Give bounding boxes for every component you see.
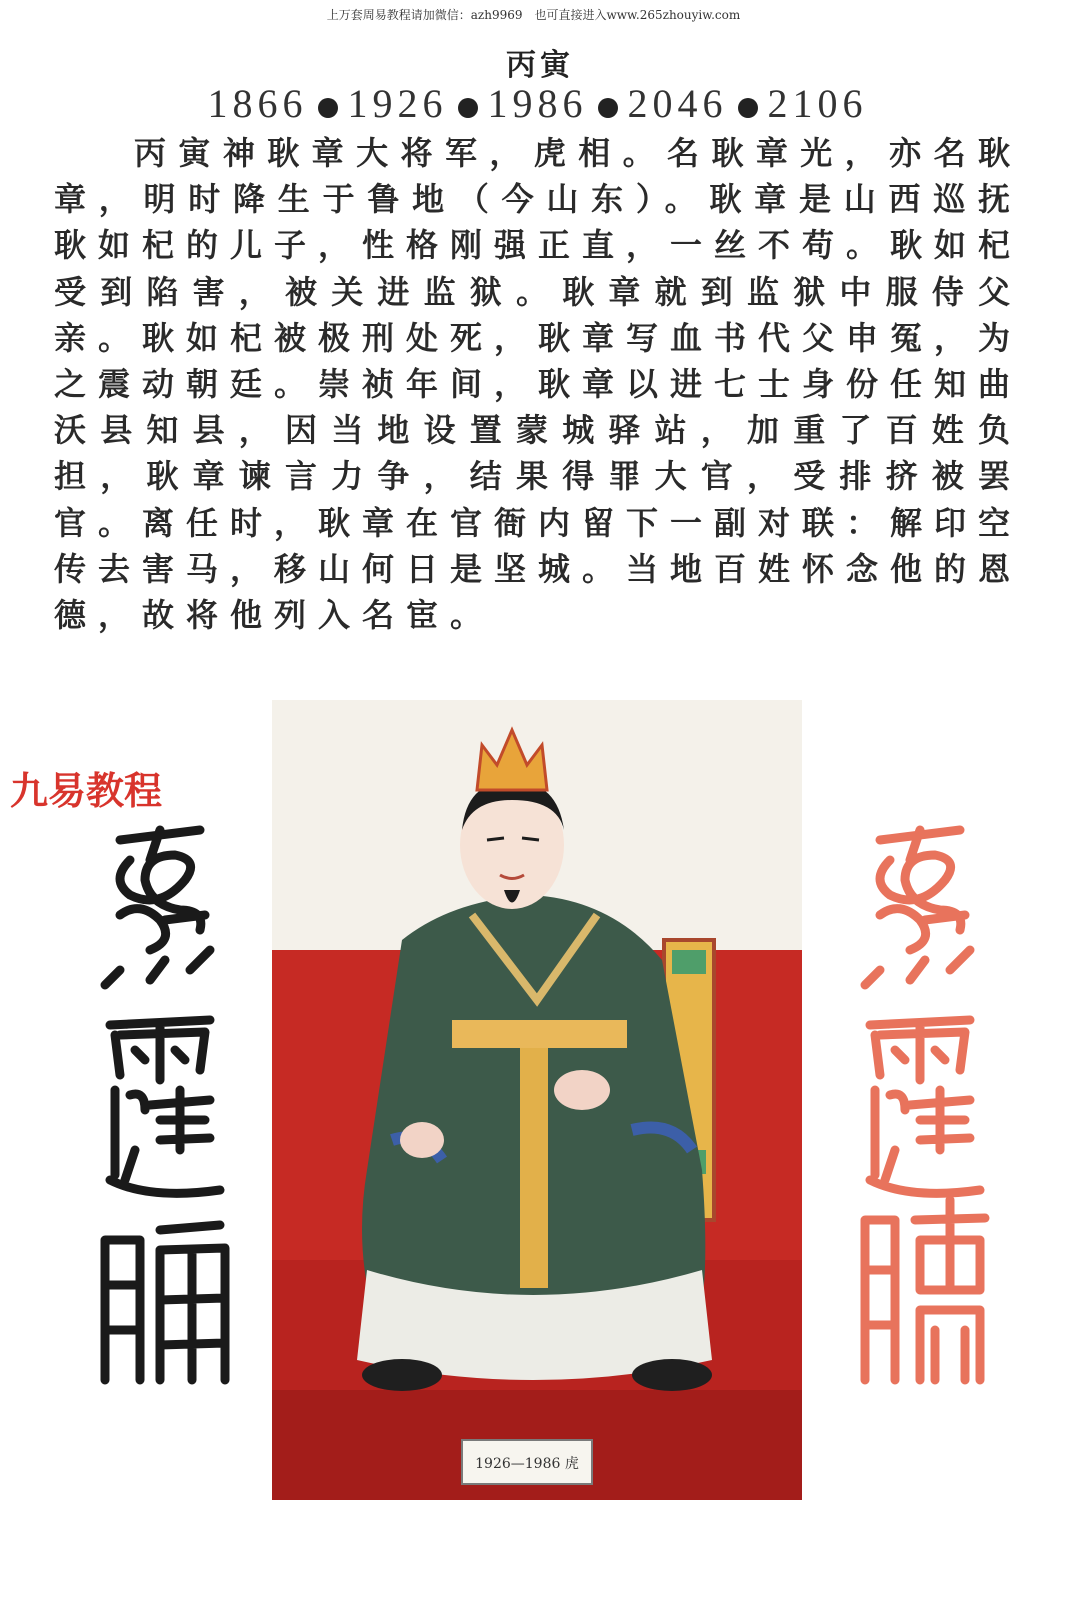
talisman-right bbox=[850, 820, 1000, 1400]
year-list bbox=[0, 80, 1067, 127]
bullet-dot bbox=[458, 98, 478, 118]
bullet-dot bbox=[738, 98, 758, 118]
year-item: 1986 bbox=[487, 81, 588, 126]
bullet-dot bbox=[598, 98, 618, 118]
year-item: 2046 bbox=[627, 81, 728, 126]
biography-paragraph: 丙寅神耿章大将军，虎相。名耿章光，亦名耿章，明时降生于鲁地（今山东）。耿章是山西巡抚耿如杞的儿子，性格刚强正直，一丝不苟。耿如杞受到陷害，被关进监狱。耿章就到监狱中服侍父亲。耿如杞被极刑处死，耿章写血书代父申冤，为之震动朝廷。崇祯年间，耿章以进七士身份任知曲沃县知县，因当地设置蒙城驿站，加重了百姓负担，耿章谏言力争，结果得罪大官，受排挤被罢官。离任时，耿章在官衙内留下一副对联：解印空传去害马，移山何日是坚城。当地百姓怀念他的恩德，故将他列入名宦。 bbox=[54, 134, 1023, 635]
year-item: 1926 bbox=[347, 81, 448, 126]
statue-photo bbox=[272, 700, 802, 1500]
top-banner: 上万套周易教程请加微信：azh9969 也可直接进入www.265zhouyiw.com bbox=[326, 8, 741, 22]
year-item: 1866 bbox=[207, 81, 308, 126]
bullet-dot bbox=[318, 98, 338, 118]
brand-label: 九易教程 bbox=[10, 769, 163, 813]
page-title: 丙寅 bbox=[506, 48, 574, 83]
photo-plaque-label: 1926—1986 虎 bbox=[475, 1456, 579, 1472]
year-item: 2106 bbox=[767, 81, 868, 126]
talisman-left bbox=[90, 820, 240, 1400]
